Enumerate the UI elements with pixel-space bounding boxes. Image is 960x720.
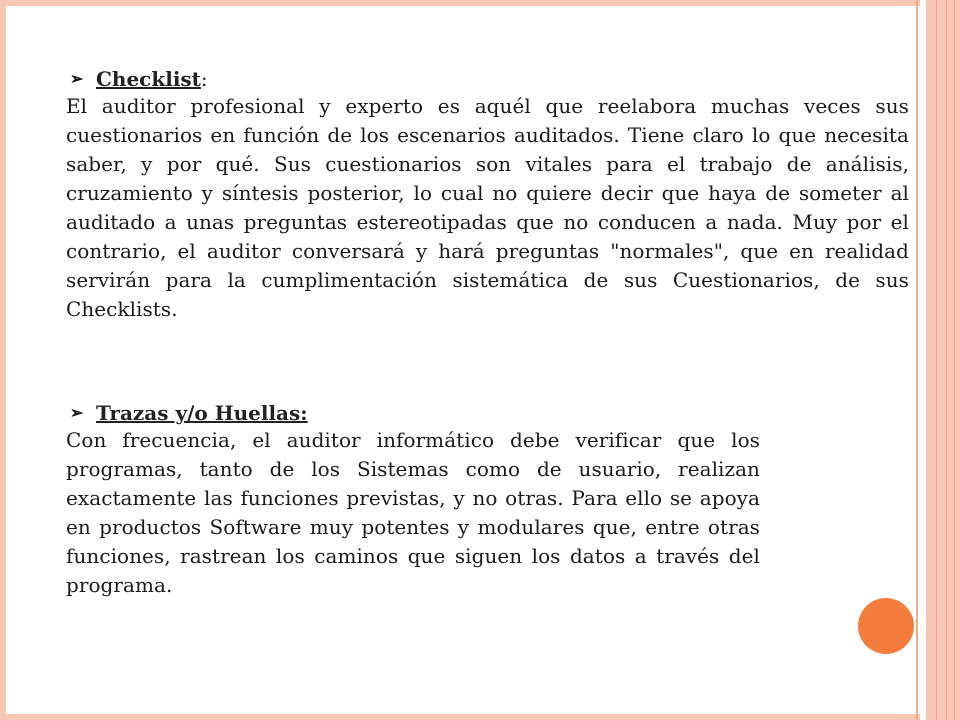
section-paragraph-checklist: El auditor profesional y experto es aquél que reelabora muchas veces sus cuestionarios en función de los escenarios auditados. Tiene claro lo que necesita saber, y por qué. Sus cuestionarios son vitales para el trabajo de análisis, cruzamiento y síntesis posterior, lo cual no quiere decir que haya de someter al auditado a unas preguntas estereotipadas que no conducen a nada. Muy por el contrario, el auditor conversará y hará preguntas "normales", que en realidad servirán para la cumplimentación sistemática de sus Cuestionarios, de sus Checklists.	[66, 94, 909, 321]
section-trazas	[66, 400, 760, 600]
section-paragraph-trazas: Con frecuencia, el auditor informático debe verificar que los programas, tanto de los Sistemas como de usuario, realizan exactamente las funciones previstas, y no otras. Para ello se apoya en productos Software muy potentes y modulares que, entre otras funciones, rastrean los caminos que siguen los datos a través del programa.	[66, 428, 760, 597]
slide-frame-bottom	[0, 714, 920, 720]
section-checklist	[66, 66, 909, 324]
slide-decorative-band	[926, 0, 960, 720]
accent-circle	[858, 598, 914, 654]
slide-frame-right-line	[916, 0, 918, 720]
arrow-bullet-icon: ➢	[70, 69, 84, 88]
section-heading-checklist	[66, 66, 909, 92]
heading-colon: :	[200, 67, 208, 91]
heading-title: Checklist	[96, 67, 201, 91]
slide-frame-left	[0, 0, 6, 720]
arrow-bullet-icon: ➢	[70, 403, 84, 422]
section-heading-trazas	[66, 400, 760, 426]
heading-title: Trazas y/o Huellas:	[96, 401, 308, 425]
slide-frame-top	[0, 0, 920, 6]
